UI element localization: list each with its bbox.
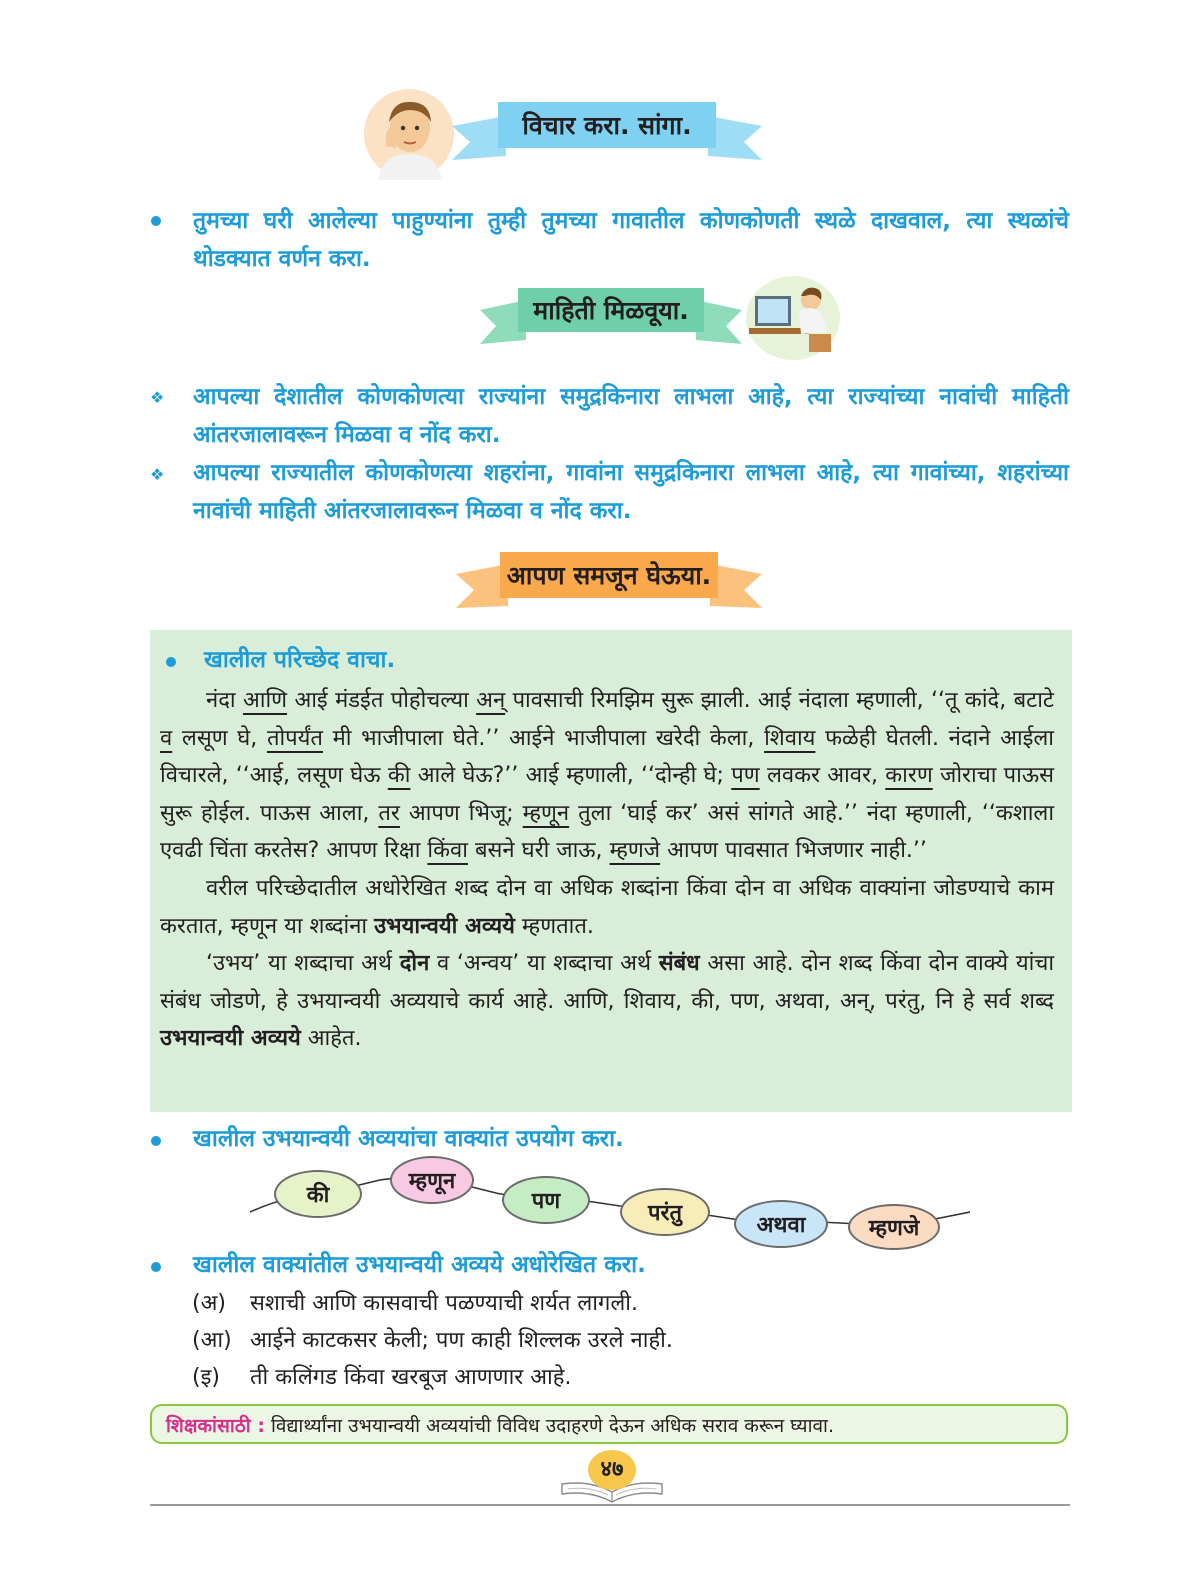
conjunction-underlined: अन् [476, 688, 506, 713]
passage-text [160, 682, 1054, 1058]
item-text: सशाची आणि कासवाची पळण्याची शर्यत लागली. [250, 1291, 638, 1316]
conjunction-underlined: म्हणून [522, 800, 570, 826]
passage-instruction: खालील परिच्छेद वाचा. [204, 647, 396, 673]
page-number: ४७ [588, 1450, 636, 1490]
understand-title: आपण समजून घेऊया. [506, 561, 712, 590]
conjunction-underlined: की [387, 763, 411, 789]
teacher-note-text: विद्यार्थ्यांना उभयान्वयी अव्ययांची विविध उदाहरणे देऊन अधिक सराव करून घ्यावा. [270, 1415, 835, 1437]
passage-segment: आले घेऊ?’’ आई म्हणाली, ‘‘दोन्ही घे; [417, 763, 724, 789]
teacher-note-label: शिक्षकांसाठी : [166, 1415, 265, 1437]
thinking-boy-illustration [362, 88, 456, 180]
passage-segment: आई मंडईत पोहोचल्या [294, 688, 469, 713]
find-info-item-2: आपल्या राज्यातील कोणकोणत्या शहरांना, गावांना समुद्रकिनारा लाभला आहे, त्या गावांच्या, शहरांच्या नावांची माहिती आंतरजालावरून मिळवा व नोंद करा. [193, 460, 1069, 524]
passage-segment: नंदा [206, 688, 236, 713]
explanation-paragraph-1 [160, 870, 1054, 945]
term-bold: उभयान्वयी अव्यये [160, 1026, 301, 1052]
passage-segment: पावसाची रिमझिम सुरू झाली. आई नंदाला म्हणाली, ‘‘तू कांदे, बटाटे [512, 688, 1055, 713]
passage-segment: मी भाजीपाला घेते.’’ आईने भाजीपाला खरेदी केला, [332, 725, 755, 751]
explanation-text: वरील परिच्छेदातील अधोरेखित शब्द दोन वा अधिक शब्दांना किंवा दोन वा अधिक वाक्यांना जोडण्याचे काम करतात, म्हणून या शब्दांना [160, 875, 1054, 939]
passage-segment: फळेही घेतली. नंदाने आईला विचारले, ‘‘आई, लसूण घेऊ [160, 725, 1054, 789]
conjunction-underlined: शिवाय [764, 725, 816, 751]
passage-segment: लवकर आवर, [766, 763, 878, 789]
conjunction-underlined: तर [378, 800, 400, 826]
passage-segment: बसने घरी जाऊ, [474, 838, 603, 864]
conjunction-chain [250, 1150, 970, 1250]
conjunction-bubble: पण [502, 1176, 590, 1224]
passage-segment: आपण भिजू; [408, 800, 514, 826]
passage-segment: लसूण घे, [181, 725, 258, 751]
conjunction-bubble: की [274, 1170, 362, 1218]
diamond-bullet-icon: ❖ [150, 465, 165, 484]
exercise-item [192, 1286, 638, 1322]
conjunction-bubble: परंतु [620, 1188, 710, 1236]
find-info-banner [480, 284, 742, 344]
explanation-text: व ‘अन्वय’ या शब्दाचा अर्थ [437, 951, 652, 977]
bullet-icon [151, 1262, 161, 1272]
explanation-text: असा आहे. दोन शब्द किंवा दोन वाक्ये यांचा संबंध जोडणे, हे उभयान्वयी अव्ययाचे कार्य आहे. आणि, शिवाय, की, पण, अथवा, अन्, परंतु, नि हे सर्व शब्द [160, 951, 1055, 1014]
term-bold: दोन [399, 951, 430, 977]
bullet-icon [151, 1136, 161, 1146]
passage-paragraph [160, 682, 1054, 870]
item-text: ती कलिंगड किंवा खरबूज आणणार आहे. [250, 1365, 572, 1390]
item-label: (अ) [192, 1291, 226, 1316]
exercise-item [192, 1323, 673, 1359]
find-info-title: माहिती मिळवूया. [533, 296, 689, 325]
explanation-paragraph-2 [160, 945, 1054, 1058]
exercise2-instruction: खालील वाक्यांतील उभयान्वयी अव्यये अधोरेखित करा. [193, 1252, 646, 1278]
term-bold: उभयान्वयी अव्यये [374, 913, 515, 939]
term-bold: संबंध [658, 951, 700, 977]
think-tell-banner [452, 98, 762, 160]
item-label: (इ) [192, 1365, 220, 1390]
think-tell-title: विचार करा. सांगा. [522, 111, 692, 140]
passage-box [150, 630, 1072, 1112]
exercise-item [192, 1360, 571, 1396]
teacher-note [150, 1404, 1068, 1444]
passage-segment: तुला ‘घाई कर’ असं सांगते आहे.’’ नंदा म्हणाली, ‘‘कशाला एवढी चिंता करतेस? आपण रिक्षा [160, 800, 1055, 864]
conjunction-underlined: पण [731, 763, 760, 789]
think-tell-item: तुमच्या घरी आलेल्या पाहुण्यांना तुम्ही तुमच्या गावातील कोणकोणती स्थळे दाखवाल, त्या स्थळांचे थोडक्यात वर्णन करा. [193, 208, 1069, 272]
bullet-icon [151, 216, 161, 226]
conjunction-underlined: कारण [885, 763, 933, 789]
conjunction-bubble: अथवा [734, 1200, 828, 1248]
item-text: आईने काटकसर केली; पण काही शिल्लक उरले नाही. [250, 1328, 673, 1353]
understand-banner [456, 548, 762, 610]
diamond-bullet-icon: ❖ [150, 388, 165, 407]
find-info-item-1: आपल्या देशातील कोणकोणत्या राज्यांना समुद्रकिनारा लाभला आहे, त्या राज्यांच्या नावांची माहिती आंतरजालावरून मिळवा व नोंद करा. [193, 384, 1069, 448]
item-label: (आ) [192, 1328, 232, 1353]
passage-segment: जोराचा पाऊस सुरू होईल. पाऊस आला, [160, 763, 1055, 826]
passage-segment: आपण पावसात भिजणार नाही.’’ [667, 838, 927, 864]
conjunction-underlined: म्हणजे [609, 838, 661, 864]
explanation-text: आहेत. [307, 1026, 362, 1052]
explanation-text: ‘उभय’ या शब्दाचा अर्थ [206, 951, 392, 977]
conjunction-underlined: तोपर्यंत [266, 725, 323, 751]
conjunction-underlined: किंवा [427, 838, 468, 864]
exercise1-instruction: खालील उभयान्वयी अव्ययांचा वाक्यांत उपयोग करा. [193, 1126, 624, 1152]
conjunction-bubble: म्हणजे [848, 1204, 940, 1250]
conjunction-underlined: व [160, 725, 173, 751]
explanation-text: म्हणतात. [521, 913, 594, 939]
footer-rule [150, 1504, 1070, 1506]
bullet-icon [166, 657, 176, 667]
conjunction-underlined: आणि [242, 688, 288, 713]
conjunction-bubble: म्हणून [390, 1156, 474, 1204]
computer-user-illustration [745, 272, 841, 360]
